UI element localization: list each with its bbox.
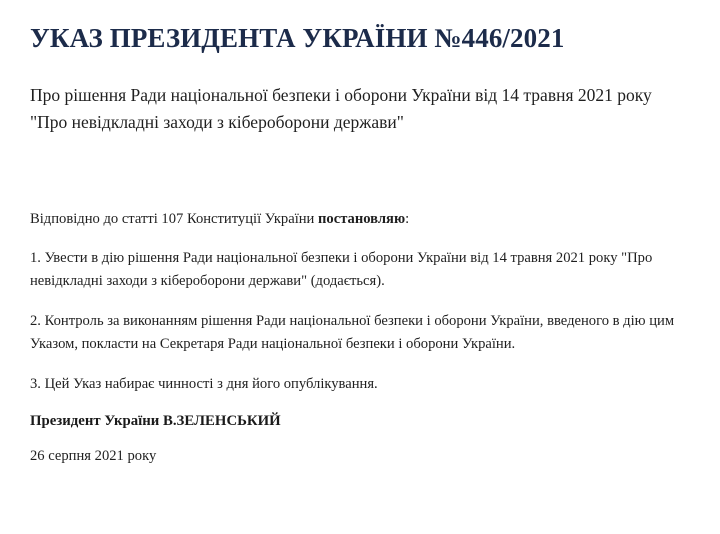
document-subtitle: Про рішення Ради національної безпеки і оборони України від 14 травня 2021 року "Про невідкладні заходи з кібероборони держави"	[30, 84, 652, 132]
page-title: УКАЗ ПРЕЗИДЕНТА УКРАЇНИ №446/2021	[30, 23, 565, 53]
intro-prefix-text: Відповідно до статті 107 Конституції України	[30, 211, 319, 227]
clause-paragraph-2: 2. Контроль за виконанням рішення Ради національної безпеки і оборони України, введеного в дію цим Указом, покласти на Секретаря Ради національної безпеки і оборони України.	[30, 313, 675, 353]
intro-emphasis-text: постановляю	[318, 211, 406, 227]
intro-paragraph	[30, 208, 675, 231]
clause-paragraph-3: 3. Цей Указ набирає чинності з дня його опублікування.	[30, 376, 378, 393]
document-date: 26 серпня 2021 року	[30, 448, 157, 465]
title-body-spacer	[30, 136, 692, 208]
intro-suffix-text: :	[405, 211, 410, 227]
clause-paragraph-1: 1. Увести в дію рішення Ради національної безпеки і оборони України від 14 травня 2021 року "Про невідкладні заходи з кібероборони держави" (додається).	[30, 250, 653, 290]
signature-line: Президент України В.ЗЕЛЕНСЬКИЙ	[30, 413, 281, 430]
